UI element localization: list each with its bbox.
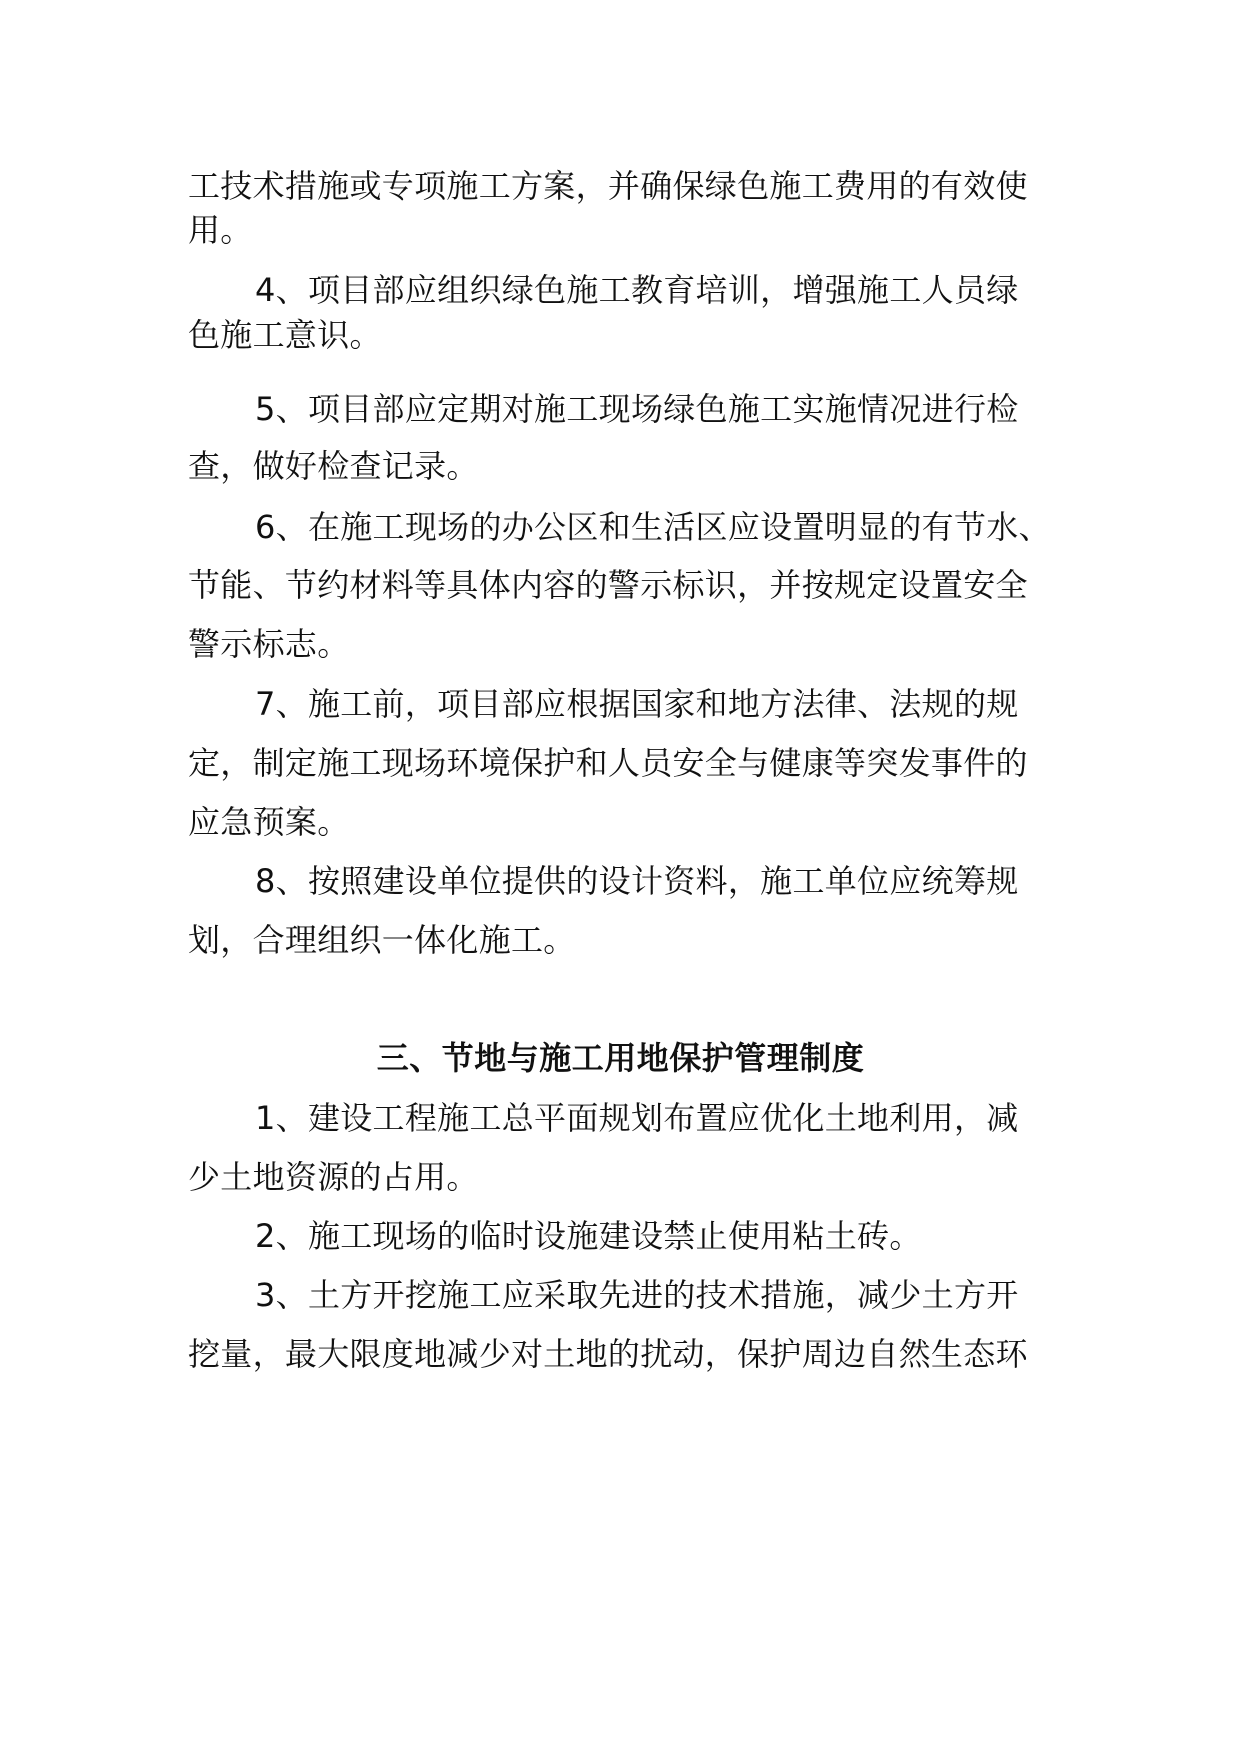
list-item-1: 1、建设工程施工总平面规划布置应优化土地利用，减	[255, 1099, 1019, 1137]
list-item-2: 2、施工现场的临时设施建设禁止使用粘土砖。	[255, 1217, 922, 1255]
text-line: 划，合理组织一体化施工。	[188, 921, 576, 959]
text-line: 节能、节约材料等具体内容的警示标识，并按规定设置安全	[188, 566, 1028, 604]
text-line: 工技术措施或专项施工方案，并确保绿色施工费用的有效使	[188, 167, 1028, 205]
text-line: 用。	[188, 211, 253, 249]
text-line: 定，制定施工现场环境保护和人员安全与健康等突发事件的	[188, 744, 1028, 782]
list-item-7: 7、施工前，项目部应根据国家和地方法律、法规的规	[255, 685, 1019, 723]
text-line: 色施工意识。	[188, 316, 382, 354]
list-item-4: 4、项目部应组织绿色施工教育培训，增强施工人员绿	[255, 271, 1019, 309]
text-line: 查，做好检查记录。	[188, 447, 479, 485]
list-item-5: 5、项目部应定期对施工现场绿色施工实施情况进行检	[255, 390, 1019, 428]
list-item-6: 6、在施工现场的办公区和生活区应设置明显的有节水、	[255, 508, 1051, 546]
text-line: 少土地资源的占用。	[188, 1158, 479, 1196]
list-item-3: 3、土方开挖施工应采取先进的技术措施，减少土方开	[255, 1276, 1019, 1314]
text-line: 警示标志。	[188, 625, 350, 663]
list-item-8: 8、按照建设单位提供的设计资料，施工单位应统筹规	[255, 862, 1019, 900]
text-line: 挖量，最大限度地减少对土地的扰动，保护周边自然生态环	[188, 1335, 1028, 1373]
section-heading: 三、节地与施工用地保护管理制度	[376, 1039, 865, 1077]
text-line: 应急预案。	[188, 803, 350, 841]
